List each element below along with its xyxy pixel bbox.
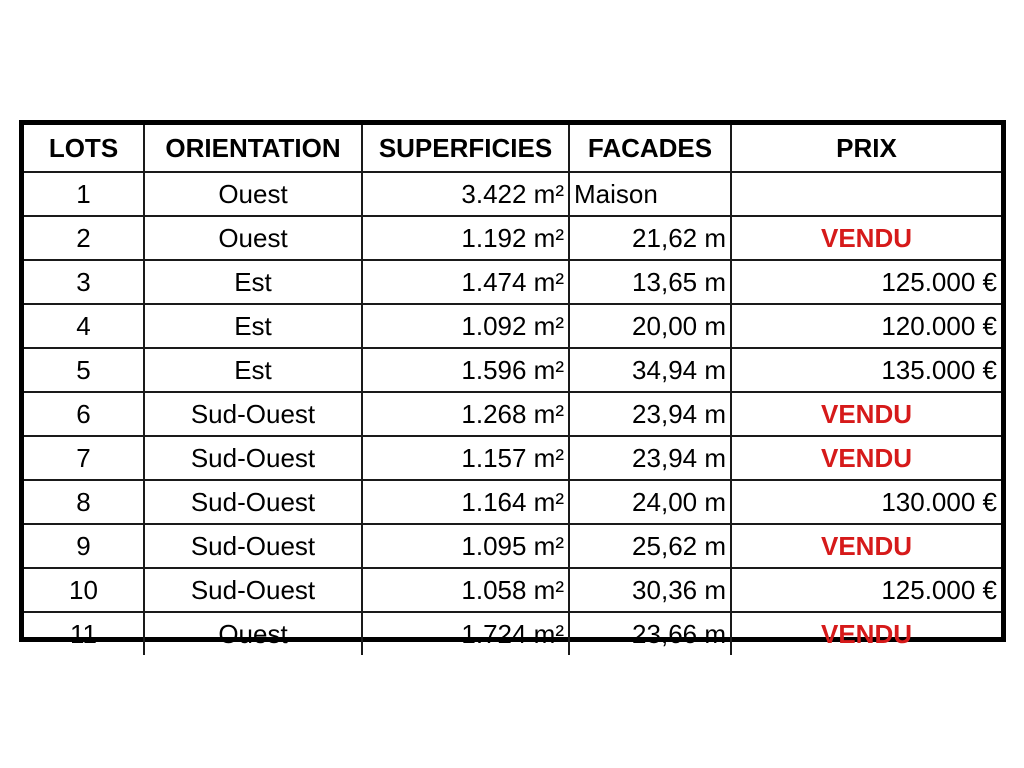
table-row	[24, 172, 1001, 216]
table-row	[24, 260, 1001, 304]
cell-facade: 20,00 m	[569, 304, 731, 348]
header-facades: FACADES	[569, 125, 731, 172]
header-row	[24, 125, 1001, 172]
header-prix: PRIX	[731, 125, 1001, 172]
cell-prix: 125.000 €	[731, 568, 1001, 612]
header-orientation: ORIENTATION	[144, 125, 362, 172]
cell-prix-sold-badge: VENDU	[731, 392, 1001, 436]
cell-prix	[731, 172, 1001, 216]
cell-facade: 23,94 m	[569, 392, 731, 436]
cell-facade: 13,65 m	[569, 260, 731, 304]
header-lots: LOTS	[24, 125, 144, 172]
cell-orientation: Ouest	[144, 172, 362, 216]
cell-prix: 125.000 €	[731, 260, 1001, 304]
cell-prix: 130.000 €	[731, 480, 1001, 524]
cell-orientation: Sud-Ouest	[144, 480, 362, 524]
cell-lot: 5	[24, 348, 144, 392]
cell-lot: 9	[24, 524, 144, 568]
cell-orientation: Ouest	[144, 216, 362, 260]
cell-facade: 23,66 m	[569, 612, 731, 655]
cell-facade: 21,62 m	[569, 216, 731, 260]
cell-lot: 8	[24, 480, 144, 524]
lots-table	[24, 125, 1001, 655]
cell-facade: 34,94 m	[569, 348, 731, 392]
cell-prix-sold-badge: VENDU	[731, 436, 1001, 480]
cell-facade: Maison	[569, 172, 731, 216]
cell-lot: 11	[24, 612, 144, 655]
table-body	[24, 172, 1001, 655]
table-row	[24, 348, 1001, 392]
cell-superficie: 1.058 m²	[362, 568, 569, 612]
table-row	[24, 392, 1001, 436]
cell-prix-sold-badge: VENDU	[731, 524, 1001, 568]
cell-superficie: 1.095 m²	[362, 524, 569, 568]
cell-facade: 24,00 m	[569, 480, 731, 524]
cell-prix-sold-badge: VENDU	[731, 216, 1001, 260]
cell-orientation: Sud-Ouest	[144, 436, 362, 480]
table-row	[24, 612, 1001, 655]
cell-superficie: 1.724 m²	[362, 612, 569, 655]
cell-lot: 3	[24, 260, 144, 304]
cell-lot: 7	[24, 436, 144, 480]
cell-superficie: 1.192 m²	[362, 216, 569, 260]
table-row	[24, 436, 1001, 480]
cell-superficie: 1.268 m²	[362, 392, 569, 436]
cell-superficie: 1.596 m²	[362, 348, 569, 392]
table-row	[24, 216, 1001, 260]
cell-lot: 10	[24, 568, 144, 612]
table-row	[24, 524, 1001, 568]
cell-superficie: 1.164 m²	[362, 480, 569, 524]
lots-table-container	[19, 120, 1006, 649]
cell-superficie: 1.092 m²	[362, 304, 569, 348]
cell-superficie: 3.422 m²	[362, 172, 569, 216]
cell-lot: 1	[24, 172, 144, 216]
cell-superficie: 1.474 m²	[362, 260, 569, 304]
cell-superficie: 1.157 m²	[362, 436, 569, 480]
cell-lot: 4	[24, 304, 144, 348]
cell-orientation: Sud-Ouest	[144, 524, 362, 568]
cell-orientation: Sud-Ouest	[144, 568, 362, 612]
cell-orientation: Sud-Ouest	[144, 392, 362, 436]
table-row	[24, 480, 1001, 524]
table-header	[24, 125, 1001, 172]
cell-orientation: Est	[144, 348, 362, 392]
cell-orientation: Est	[144, 260, 362, 304]
cell-facade: 30,36 m	[569, 568, 731, 612]
cell-prix: 135.000 €	[731, 348, 1001, 392]
header-superficies: SUPERFICIES	[362, 125, 569, 172]
table-row	[24, 568, 1001, 612]
table-row	[24, 304, 1001, 348]
cell-orientation: Ouest	[144, 612, 362, 655]
cell-facade: 25,62 m	[569, 524, 731, 568]
cell-prix: 120.000 €	[731, 304, 1001, 348]
cell-prix-sold-badge: VENDU	[731, 612, 1001, 655]
cell-orientation: Est	[144, 304, 362, 348]
cell-lot: 2	[24, 216, 144, 260]
cell-lot: 6	[24, 392, 144, 436]
cell-facade: 23,94 m	[569, 436, 731, 480]
